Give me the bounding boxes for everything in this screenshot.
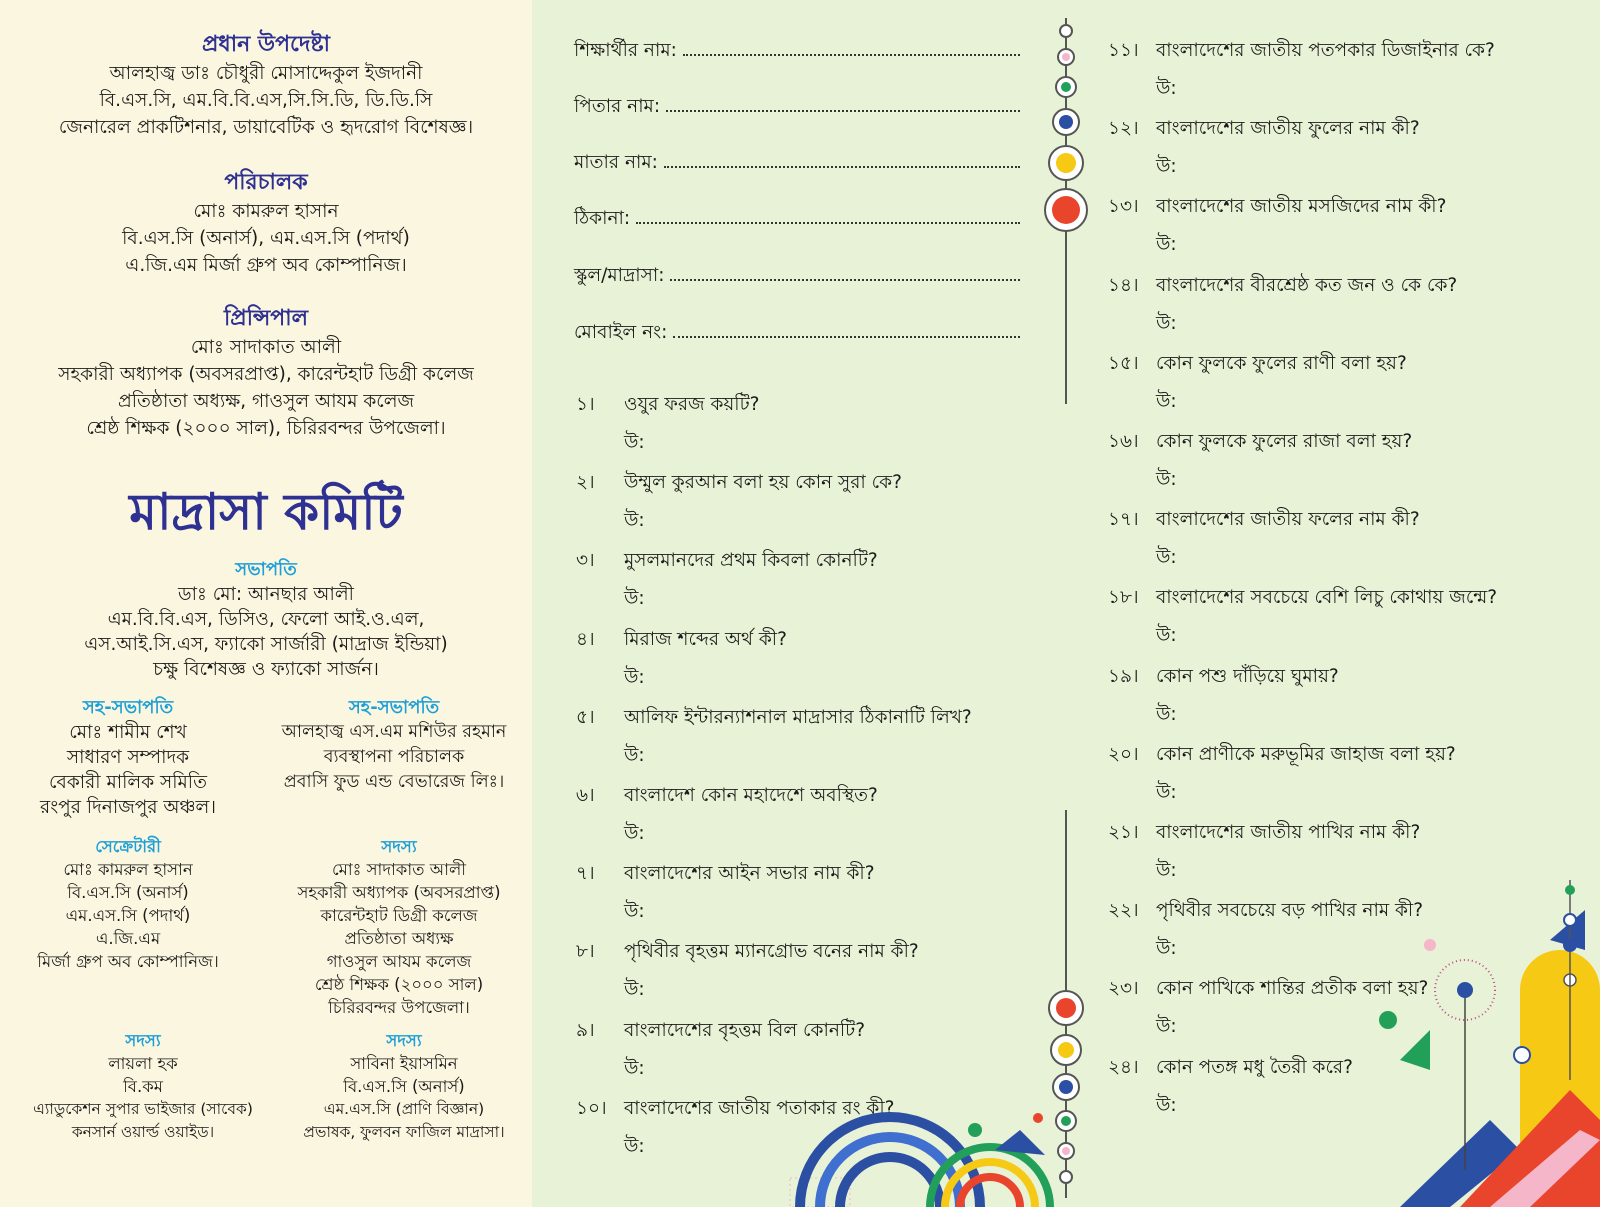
question-item <box>576 781 878 812</box>
question-text: বাংলাদেশের জাতীয় পাখির নাম কী? <box>1156 822 1421 843</box>
member3-line: বি.এস.সি (অনার্স) <box>343 1077 465 1096</box>
question-item <box>1108 36 1495 67</box>
form-field-address[interactable] <box>574 204 1020 235</box>
question-item <box>1108 271 1457 302</box>
member2-block <box>0 1030 286 1144</box>
ring-icon <box>1052 108 1080 136</box>
question-text: কোন প্রাণীকে মরুভূমির জাহাজ বলা হয়? <box>1156 743 1456 765</box>
question-item <box>576 390 760 421</box>
question-number: ১৪। <box>1108 274 1139 296</box>
form-label: স্কুল/মাদ্রাসা: <box>574 265 665 286</box>
question-number: ৪। <box>576 628 595 650</box>
answer-label[interactable]: উ: <box>1156 547 1177 569</box>
question-text: বাংলাদেশের বীরশ্রেষ্ঠ কত জন ও কে কে? <box>1156 274 1458 296</box>
member3-line: এম.এস.সি (প্রাণি বিজ্ঞান) <box>323 1100 485 1118</box>
director-line: বি.এস.সি (অনার্স), এম.এস.সি (পদার্থ) <box>122 228 410 249</box>
director-block <box>0 168 532 279</box>
principal-line: সহকারী অধ্যাপক (অবসরপ্রাপ্ত), কারেন্টহাট ডিগ্রী কলেজ <box>58 364 474 385</box>
question-number: ১০। <box>576 1097 607 1119</box>
member1-line: মোঃ সাদাকাত আলী <box>331 860 467 879</box>
question-text: বাংলাদেশের সবচেয়ে বেশি লিচু কোথায় জন্মে? <box>1156 587 1498 609</box>
answer-label[interactable]: উ: <box>624 1057 645 1079</box>
ring-icon <box>1052 1073 1080 1101</box>
answer-label[interactable]: উ: <box>624 823 645 844</box>
principal-line: প্রতিষ্ঠাতা অধ্যক্ষ, গাওসুল আযম কলেজ <box>117 391 415 412</box>
member2-line: এ্যাডুকেশন সুপার ভাইজার (সাবেক) <box>33 1100 253 1118</box>
question-item <box>576 703 972 734</box>
form-label: মাতার নাম: <box>574 152 658 173</box>
answer-label[interactable]: উ: <box>1156 312 1177 334</box>
president-line: এম.বি.বি.এস, ডিসিও, ফেলো আই.ও.এল, <box>107 609 425 630</box>
answer-label[interactable]: উ: <box>624 979 645 1001</box>
question-text: মুসলমানদের প্রথম কিবলা কোনটি? <box>624 550 878 572</box>
question-item <box>1108 349 1407 380</box>
president-line: ডাঃ মো: আনছার আলী <box>178 584 354 605</box>
question-item <box>1108 583 1497 614</box>
secretary-line: এ.জি.এম <box>95 929 161 948</box>
question-text: কোন পশু দাঁড়িয়ে ঘুমায়? <box>1156 665 1339 687</box>
question-item <box>1108 662 1339 693</box>
question-item <box>1108 114 1420 145</box>
president-block <box>0 558 532 682</box>
advisor-line: আলহাজ্ব ডাঃ চৌধুরী মোসাদ্দেকুল ইজদানী <box>109 63 423 84</box>
secretary-block <box>0 836 256 973</box>
question-text: কোন পতঙ্গ মধু তৈরী করে? <box>1156 1056 1353 1078</box>
question-text: কোন ফুলকে ফুলের রাণী বলা হয়? <box>1156 352 1407 374</box>
secretary-heading: সেক্রেটারী <box>95 837 161 856</box>
ring-icon <box>1048 990 1084 1026</box>
member2-line: লায়লা হক <box>108 1054 178 1073</box>
ring-icon <box>1055 76 1077 98</box>
question-item <box>576 546 878 577</box>
secretary-line: মির্জা গ্রুপ অব কোম্পানিজ। <box>37 952 219 971</box>
vp1-line: সাধারণ সম্পাদক <box>66 747 190 768</box>
answer-label[interactable]: উ: <box>624 510 645 532</box>
director-line: মোঃ কামরুল হাসান <box>193 201 339 222</box>
vp2-line: ব্যবস্থাপনা পরিচালক <box>323 747 465 767</box>
ring-icon <box>1044 188 1088 232</box>
question-number: ২২। <box>1108 900 1139 922</box>
answer-label[interactable]: উ: <box>624 588 645 610</box>
vp2-block <box>256 696 532 795</box>
answer-label[interactable]: উ: <box>1156 390 1177 412</box>
form-field-father-name[interactable] <box>574 92 1020 123</box>
question-text: বাংলাদেশের জাতীয় পতাকার রং কী? <box>624 1097 895 1119</box>
fill-line[interactable] <box>673 322 1020 338</box>
question-number: ২০। <box>1108 743 1139 765</box>
question-number: ২৪। <box>1108 1056 1139 1078</box>
member1-line: গাওসুল আযম কলেজ <box>326 952 472 971</box>
decorative-arcs-icon <box>780 1110 1060 1207</box>
question-number: ২। <box>576 472 595 494</box>
question-text: পৃথিবীর বৃহত্তম ম্যানগ্রোভ বনের নাম কী? <box>624 941 919 963</box>
answer-label[interactable]: উ: <box>624 432 645 453</box>
ring-icon <box>1057 48 1075 66</box>
vp1-line: মোঃ শামীম শেখ <box>69 722 187 743</box>
question-number: ১৮। <box>1108 587 1139 609</box>
fill-line[interactable] <box>683 40 1020 56</box>
principal-block <box>0 304 532 442</box>
answer-label[interactable]: উ: <box>1156 625 1177 647</box>
ring-icon <box>1050 1034 1082 1066</box>
answer-label[interactable]: উ: <box>1156 1016 1177 1038</box>
committee-title: মাদ্রাসা কমিটি <box>129 483 403 541</box>
form-label: পিতার নাম: <box>574 96 661 117</box>
question-number: ১৭। <box>1108 509 1139 531</box>
question-text: ওযুর ফরজ কয়টি? <box>624 394 760 415</box>
form-field-mother-name[interactable] <box>574 148 1020 179</box>
question-number: ১৫। <box>1108 352 1139 374</box>
question-text: বাংলাদেশের জাতীয় মসজিদের নাম কী? <box>1156 196 1447 218</box>
form-label: ঠিকানা: <box>574 208 631 229</box>
answer-label[interactable]: উ: <box>1156 781 1177 803</box>
vp1-heading: সহ-সভাপতি <box>82 697 174 718</box>
question-item <box>576 1016 865 1047</box>
secretary-line: এম.এস.সি (পদার্থ) <box>65 906 191 925</box>
answer-label[interactable]: উ: <box>1156 78 1177 99</box>
advisor-line: জেনারেল প্রাকটিশনার, ডায়াবেটিক ও হৃদরোগ বিশেষজ্ঞ। <box>58 117 474 138</box>
decorative-flowers-icon <box>1370 880 1600 1207</box>
answer-label[interactable]: উ: <box>1156 1094 1177 1116</box>
question-item <box>576 859 875 890</box>
secretary-line: মোঃ কামরুল হাসান <box>63 860 193 879</box>
member2-heading: সদস্য <box>125 1031 161 1050</box>
president-heading: সভাপতি <box>235 559 297 580</box>
answer-label[interactable]: উ: <box>1156 860 1177 881</box>
principal-heading: প্রিন্সিপাল <box>223 306 309 331</box>
advisor-heading: প্রধান উপদেষ্টা <box>202 32 330 57</box>
question-text: আলিফ ইন্টারন্যাশনাল মাদ্রাসার ঠিকানাটি লিখ? <box>624 706 972 728</box>
advisor-block <box>0 30 532 141</box>
member2-line: কনসার্ন ওয়ার্ল্ড ওয়াইড। <box>71 1123 215 1141</box>
fill-line[interactable] <box>670 265 1020 281</box>
question-number: ৫। <box>576 706 595 728</box>
form-label: মোবাইল নং: <box>574 322 668 343</box>
fill-line[interactable] <box>664 152 1020 168</box>
question-text: বাংলাদেশ কোন মহাদেশে অবস্থিত? <box>624 785 878 806</box>
question-number: ২৩। <box>1108 978 1139 1000</box>
question-text: বাংলাদেশের আইন সভার নাম কী? <box>624 863 875 885</box>
ring-icon <box>1059 24 1073 38</box>
question-item <box>1108 427 1412 458</box>
answer-label[interactable]: উ: <box>1156 469 1177 490</box>
committee-title-block <box>0 482 532 542</box>
answer-label[interactable]: উ: <box>1156 703 1177 725</box>
question-number: ৮। <box>576 941 595 963</box>
member1-line: কারেন্টহাট ডিগ্রী কলেজ <box>320 906 478 925</box>
advisor-line: বি.এস.সি, এম.বি.বি.এস,সি.সি.ডি, ডি.ডি.সি <box>99 90 433 111</box>
member3-line: সাবিনা ইয়াসমিন <box>350 1054 458 1073</box>
question-text: মিরাজ শব্দের অর্থ কী? <box>624 628 787 650</box>
question-number: ৭। <box>576 863 595 885</box>
question-number: ৬। <box>576 785 595 806</box>
question-text: বাংলাদেশের জাতীয় ফলের নাম কী? <box>1156 509 1420 531</box>
question-item <box>576 937 919 968</box>
director-heading: পরিচালক <box>224 170 308 195</box>
vp1-line: রংপুর দিনাজপুর অঞ্চল। <box>40 797 216 818</box>
fill-line[interactable] <box>636 208 1020 224</box>
answer-label[interactable]: উ: <box>1156 234 1177 256</box>
member1-line: সহকারী অধ্যাপক (অবসরপ্রাপ্ত) <box>297 883 501 902</box>
president-line: এস.আই.সি.এস, ফ্যাকো সার্জারী (মাদ্রাজ ইন্ডিয়া) <box>84 634 448 655</box>
answer-label[interactable]: উ: <box>1156 938 1177 960</box>
question-text: পৃথিবীর সবচেয়ে বড় পাখির নাম কী? <box>1156 900 1424 922</box>
member1-line: শ্রেষ্ঠ শিক্ষক (২০০০ সাল) <box>314 975 484 994</box>
vp2-heading: সহ-সভাপতি <box>348 697 440 718</box>
vp2-line: প্রবাসি ফুড এন্ড বেভারেজ লিঃ। <box>283 772 505 792</box>
principal-line: শ্রেষ্ঠ শিক্ষক (২০০০ সাল), চিরিরবন্দর উপজেলা। <box>86 418 446 439</box>
question-item <box>1108 1053 1353 1084</box>
answer-label[interactable]: উ: <box>624 744 645 766</box>
answer-label[interactable]: উ: <box>624 666 645 688</box>
question-number: ১২। <box>1108 118 1139 140</box>
vp2-line: আলহাজ্ব এস.এম মশিউর রহমান <box>281 722 507 742</box>
question-number: ৩। <box>576 550 595 572</box>
form-field-school[interactable] <box>574 261 1020 292</box>
fill-line[interactable] <box>666 96 1020 112</box>
question-item <box>576 625 787 656</box>
question-text: কোন ফুলকে ফুলের রাজা বলা হয়? <box>1156 431 1413 452</box>
question-number: ১৬। <box>1108 431 1139 452</box>
ring-icon <box>1048 145 1084 181</box>
question-text: উম্মুল কুরআন বলা হয় কোন সুরা কে? <box>624 472 902 494</box>
member3-heading: সদস্য <box>386 1031 422 1050</box>
member3-block <box>276 1030 532 1144</box>
member1-block <box>266 836 532 1019</box>
member3-line: প্রভাষক, ফুলবন ফাজিল মাদ্রাসা। <box>303 1123 505 1141</box>
question-number: ১৯। <box>1108 665 1139 687</box>
secretary-line: বি.এস.সি (অনার্স) <box>67 883 189 902</box>
form-label: শিক্ষার্থীর নাম: <box>574 40 677 61</box>
president-line: চক্ষু বিশেষজ্ঞ ও ফ্যাকো সার্জন। <box>153 659 379 680</box>
member1-line: প্রতিষ্ঠাতা অধ্যক্ষ <box>344 929 454 948</box>
form-field-student-name[interactable] <box>574 36 1020 67</box>
member1-heading: সদস্য <box>381 837 417 856</box>
question-item <box>1108 818 1420 849</box>
question-text: বাংলাদেশের জাতীয় পতপকার ডিজাইনার কে? <box>1156 40 1495 61</box>
form-field-mobile[interactable] <box>574 318 1020 349</box>
director-line: এ.জি.এম মির্জা গ্রুপ অব কোম্পানিজ। <box>125 255 407 276</box>
question-text: বাংলাদেশের বৃহত্তম বিল কোনটি? <box>624 1019 866 1041</box>
question-number: ১। <box>576 394 595 415</box>
question-text: কোন পাখিকে শান্তির প্রতীক বলা হয়? <box>1156 978 1429 1000</box>
vp1-line: বেকারী মালিক সমিতি <box>49 772 207 793</box>
question-item <box>1108 192 1446 223</box>
member2-line: বি.কম <box>123 1077 163 1096</box>
vp1-block <box>0 696 256 820</box>
question-number: ১১। <box>1108 40 1139 61</box>
question-number: ৯। <box>576 1019 595 1041</box>
question-item <box>1108 740 1456 771</box>
ring-icon <box>1059 1170 1073 1184</box>
principal-line: মোঃ সাদাকাত আলী <box>190 337 342 358</box>
member1-line: চিরিরবন্দর উপজেলা। <box>328 998 470 1017</box>
question-text: বাংলাদেশের জাতীয় ফুলের নাম কী? <box>1156 118 1420 140</box>
question-number: ১৩। <box>1108 196 1139 218</box>
question-item <box>576 468 902 499</box>
question-item <box>1108 505 1420 536</box>
answer-label[interactable]: উ: <box>1156 156 1177 178</box>
question-number: ২১। <box>1108 822 1139 843</box>
answer-label[interactable]: উ: <box>624 1135 645 1157</box>
answer-label[interactable]: উ: <box>624 901 645 923</box>
